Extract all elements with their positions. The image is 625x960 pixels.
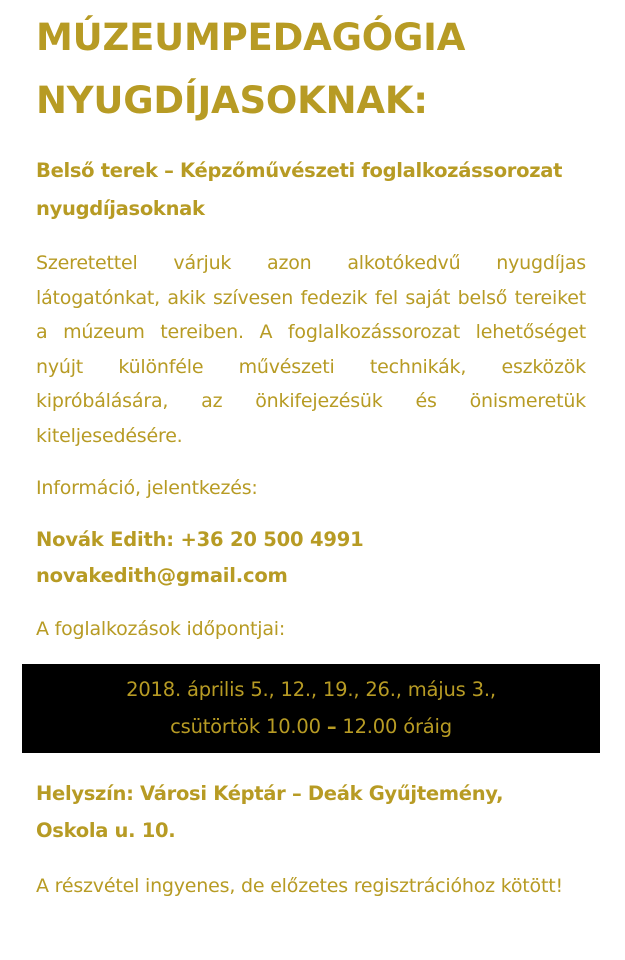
time-line — [22, 708, 600, 745]
info-label: Információ, jelentkezés: — [36, 477, 258, 499]
contact-name-phone: Novák Edith: +36 20 500 4991 — [36, 528, 364, 551]
time-end: 12.00 óráig — [342, 715, 452, 738]
dates-label: A foglalkozások időpontjai: — [36, 618, 286, 640]
intro-paragraph: Szeretettel várjuk azon alkotókedvű nyugdíjas látogatónkat, akik szívesen fedezik fel saját belső tereiket a múzeum tereiben. A foglalkozássorozat lehetőséget nyújt különféle művészeti technikák, eszközök kipróbálására, az önkifejezésük és önismeretük kiteljesedésére. — [36, 252, 586, 447]
venue-line-1: Helyszín: Városi Képtár – Deák Gyűjtemény, — [36, 782, 504, 805]
time-day-start: csütörtök 10.00 — [170, 715, 321, 738]
time-dash: – — [326, 715, 337, 738]
participation-note: A részvétel ingyenes, de előzetes regisztrációhoz kötött! — [36, 875, 563, 897]
venue-line-2: Oskola u. 10. — [36, 819, 176, 842]
dates-line: 2018. április 5., 12., 19., 26., május 3., — [126, 678, 496, 701]
contact-email: novakedith@gmail.com — [36, 564, 288, 587]
event-subtitle: Belső terek – Képzőművészeti foglalkozássorozat nyugdíjasoknak — [36, 159, 563, 220]
venue-block — [36, 775, 606, 849]
contact-block — [36, 522, 363, 594]
dates-box — [22, 664, 600, 753]
page-title: MÚZEUMPEDAGÓGIA NYUGDÍJASOKNAK: — [36, 16, 466, 122]
